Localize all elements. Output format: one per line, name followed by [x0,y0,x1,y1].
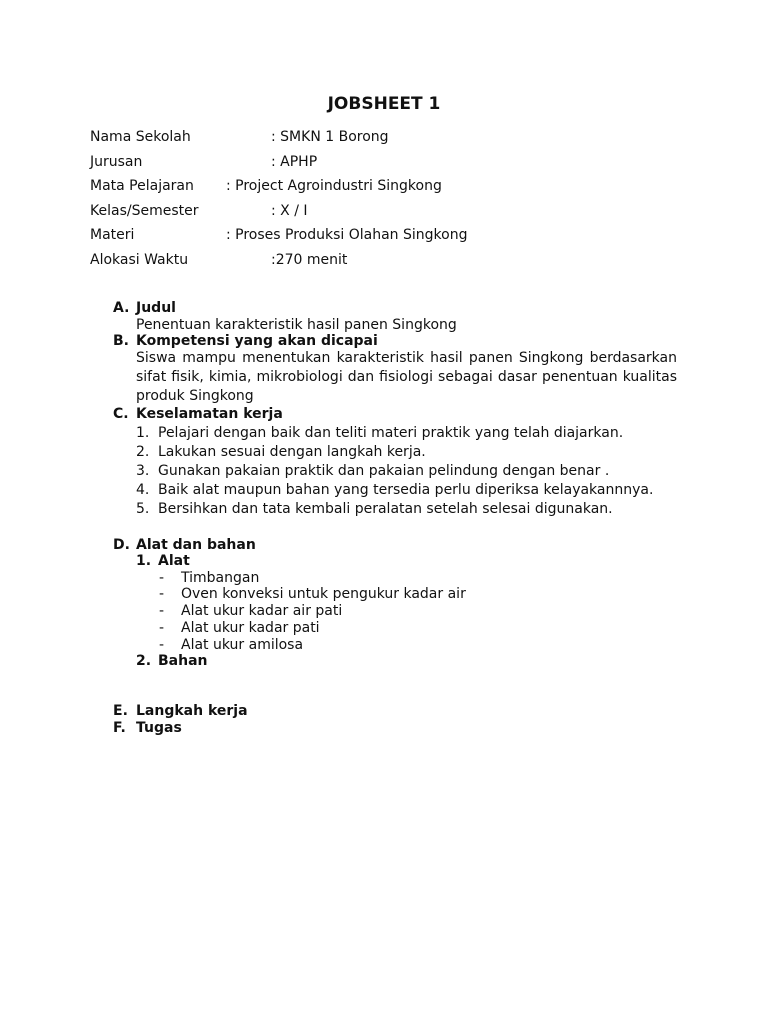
list-item: Alat ukur kadar pati [181,620,320,636]
bahan-number: 2. [136,653,152,669]
section-f-marker: F. [113,720,126,736]
list-item: Alat ukur kadar air pati [181,603,343,619]
list-item: Oven konveksi untuk pengukur kadar air [181,586,466,602]
list-item-dash: - [159,586,165,602]
list-item-dash: - [159,637,165,653]
list-item-number: 3. [136,463,150,479]
info-value-jurusan: : APHP [271,154,318,170]
section-f-heading: Tugas [136,720,182,736]
list-item: Pelajari dengan baik dan teliti materi praktik yang telah diajarkan. [158,425,624,441]
list-item-dash: - [159,570,165,586]
info-value-alokasi-waktu: :270 menit [271,252,348,268]
list-item-number: 1. [136,425,150,441]
section-b-heading: Kompetensi yang akan dicapai [136,333,378,349]
info-label-mata-pelajaran: Mata Pelajaran [90,178,194,194]
page-title: JOBSHEET 1 [327,94,441,114]
list-item-dash: - [159,620,165,636]
list-item: Alat ukur amilosa [181,637,304,653]
section-b-marker: B. [113,333,129,349]
info-value-kelas-semester: : X / I [271,203,308,219]
list-item: Bersihkan dan tata kembali peralatan setelah selesai digunakan. [158,501,613,517]
list-item: Lakukan sesuai dengan langkah kerja. [158,444,426,460]
info-value-mata-pelajaran: : Project Agroindustri Singkong [226,178,442,194]
list-item-number: 5. [136,501,150,517]
section-b-text: Siswa mampu menentukan karakteristik hasil panen Singkong berdasarkan sifat fisik, kimia, mikrobiologi dan fisiologi sebagai dasar penentuan kualitas produk Singkong [136,350,677,404]
info-label-kelas-semester: Kelas/Semester [90,203,199,219]
section-a-text: Penentuan karakteristik hasil panen Singkong [136,317,457,333]
section-d-heading: Alat dan bahan [136,537,256,553]
info-value-nama-sekolah: : SMKN 1 Borong [271,129,389,145]
section-e-marker: E. [113,703,128,719]
section-d-marker: D. [113,537,130,553]
info-label-materi: Materi [90,227,135,243]
list-item: Baik alat maupun bahan yang tersedia perlu diperiksa kelayakannnya. [158,482,654,498]
list-item: Timbangan [181,570,260,586]
bahan-heading: Bahan [158,653,208,669]
section-e-heading: Langkah kerja [136,703,248,719]
list-item-number: 4. [136,482,150,498]
list-item-dash: - [159,603,165,619]
info-label-nama-sekolah: Nama Sekolah [90,129,191,145]
alat-heading: Alat [158,553,190,569]
section-a-marker: A. [113,300,130,316]
list-item: Gunakan pakaian praktik dan pakaian pelindung dengan benar . [158,463,610,479]
alat-number: 1. [136,553,152,569]
section-c-marker: C. [113,406,129,422]
info-label-jurusan: Jurusan [90,154,143,170]
section-a-heading: Judul [136,300,176,316]
section-c-heading: Keselamatan kerja [136,406,283,422]
info-label-alokasi-waktu: Alokasi Waktu [90,252,189,268]
info-value-materi: : Proses Produksi Olahan Singkong [226,227,468,243]
list-item-number: 2. [136,444,150,460]
